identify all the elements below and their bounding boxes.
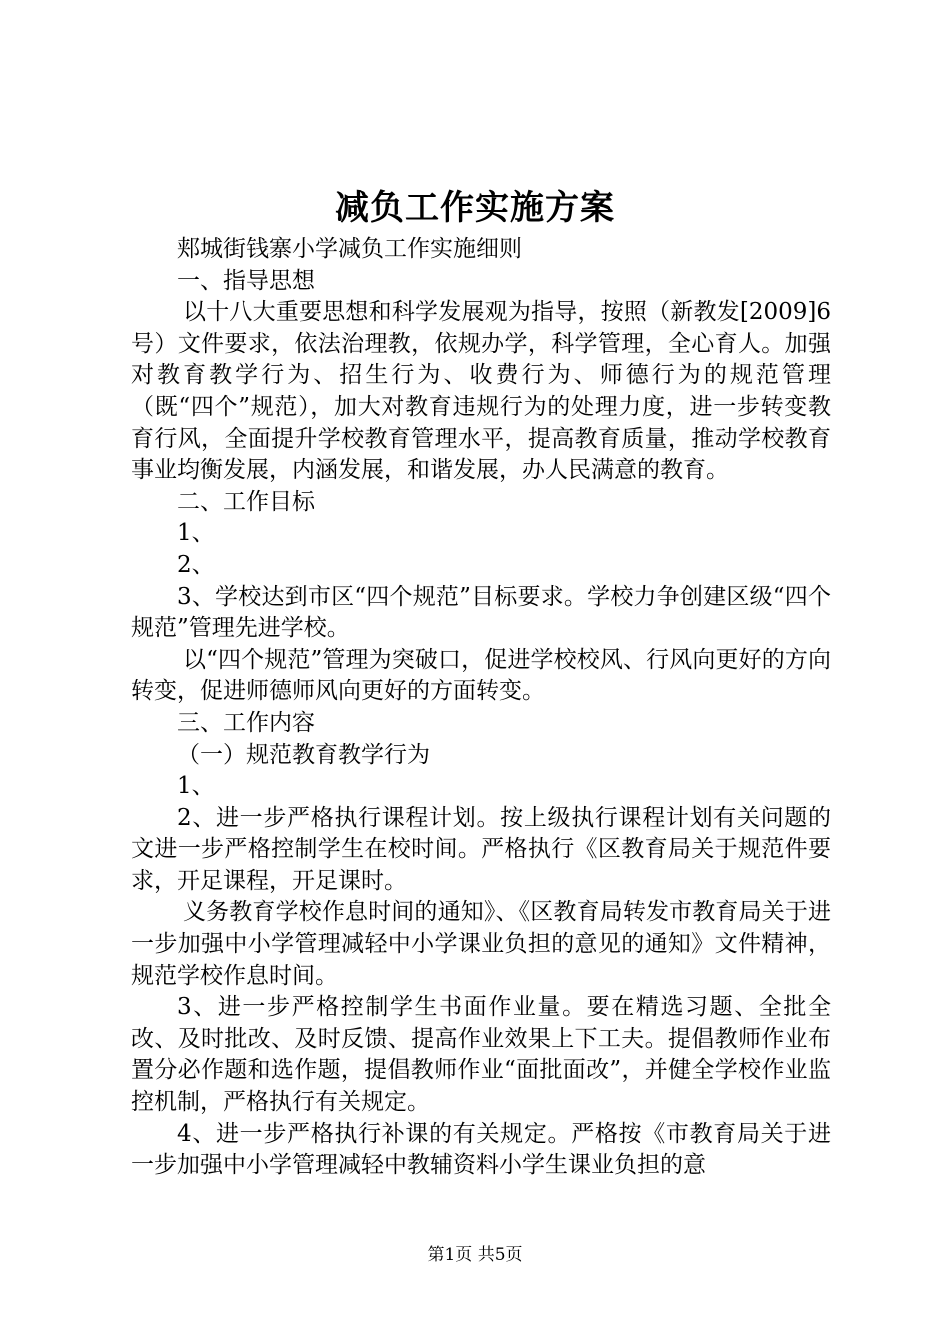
section-heading-work-goals: 二、工作目标 [177, 488, 315, 515]
paragraph-subtitle: 郏城街钱寨小学减负工作实施细则 [177, 236, 522, 262]
section-heading-guiding-thought: 一、指导思想 [177, 267, 315, 294]
subsection-heading-teaching-behavior: （一）规范教育教学行为 [177, 741, 430, 768]
page-footer: 第1页 共5页 [427, 1245, 523, 1265]
paragraph-schedule: 义务教育学校作息时间的通知》、《区教育局转发市教育局关于进一步加强中小学管理减轻中小学课业负担的意见的通知》文件精神，规范学校作息时间。 [131, 899, 831, 989]
paragraph-breakthrough: 以“四个规范”管理为突破口，促进学校校风、行风向更好的方向转变，促进师德师风向更好的方面转变。 [131, 646, 831, 705]
list-item-content-3: 3、进一步严格控制学生书面作业量。要在精选习题、全批全改、及时批改、及时反馈、提高作业效果上下工夫。提倡教师作业布置分必作题和选作题，提倡教师作业“面批面改”，并健全学校作业监控机制，严格执行有关规定。 [131, 994, 831, 1116]
paragraph-guiding-thought: 以十八大重要思想和科学发展观为指导，按照（新教发[2009]6号）文件要求，依法治理教，依规办学，科学管理，全心育人。加强对教育教学行为、招生行为、收费行为、师德行为的规范管理（既“四个”规范），加大对教育违规行为的处理力度，进一步转变教育行风，全面提升学校教育管理水平，提高教育质量，推动学校教育事业均衡发展，内涵发展，和谐发展，办人民满意的教育。 [131, 299, 831, 484]
list-item-goal-3: 3、学校达到市区“四个规范”目标要求。学校力争创建区级“四个规范”管理先进学校。 [131, 583, 831, 642]
list-item-content-2: 2、进一步严格执行课程计划。按上级执行课程计划有关问题的文进一步严格控制学生在校时间。严格执行《区教育局关于规范件要求，开足课程，开足课时。 [131, 804, 831, 894]
document-title: 减负工作实施方案 [335, 188, 615, 228]
document-body [131, 234, 831, 1182]
list-item-content-4: 4、进一步严格执行补课的有关规定。严格按《市教育局关于进一步加强中小学管理减轻中教辅资料小学生课业负担的意 [131, 1120, 831, 1179]
list-item-content-1: 1、 [177, 773, 215, 800]
section-heading-work-content: 三、工作内容 [177, 709, 315, 736]
list-item-goal-1: 1、 [177, 520, 215, 547]
list-item-goal-2: 2、 [177, 551, 215, 578]
